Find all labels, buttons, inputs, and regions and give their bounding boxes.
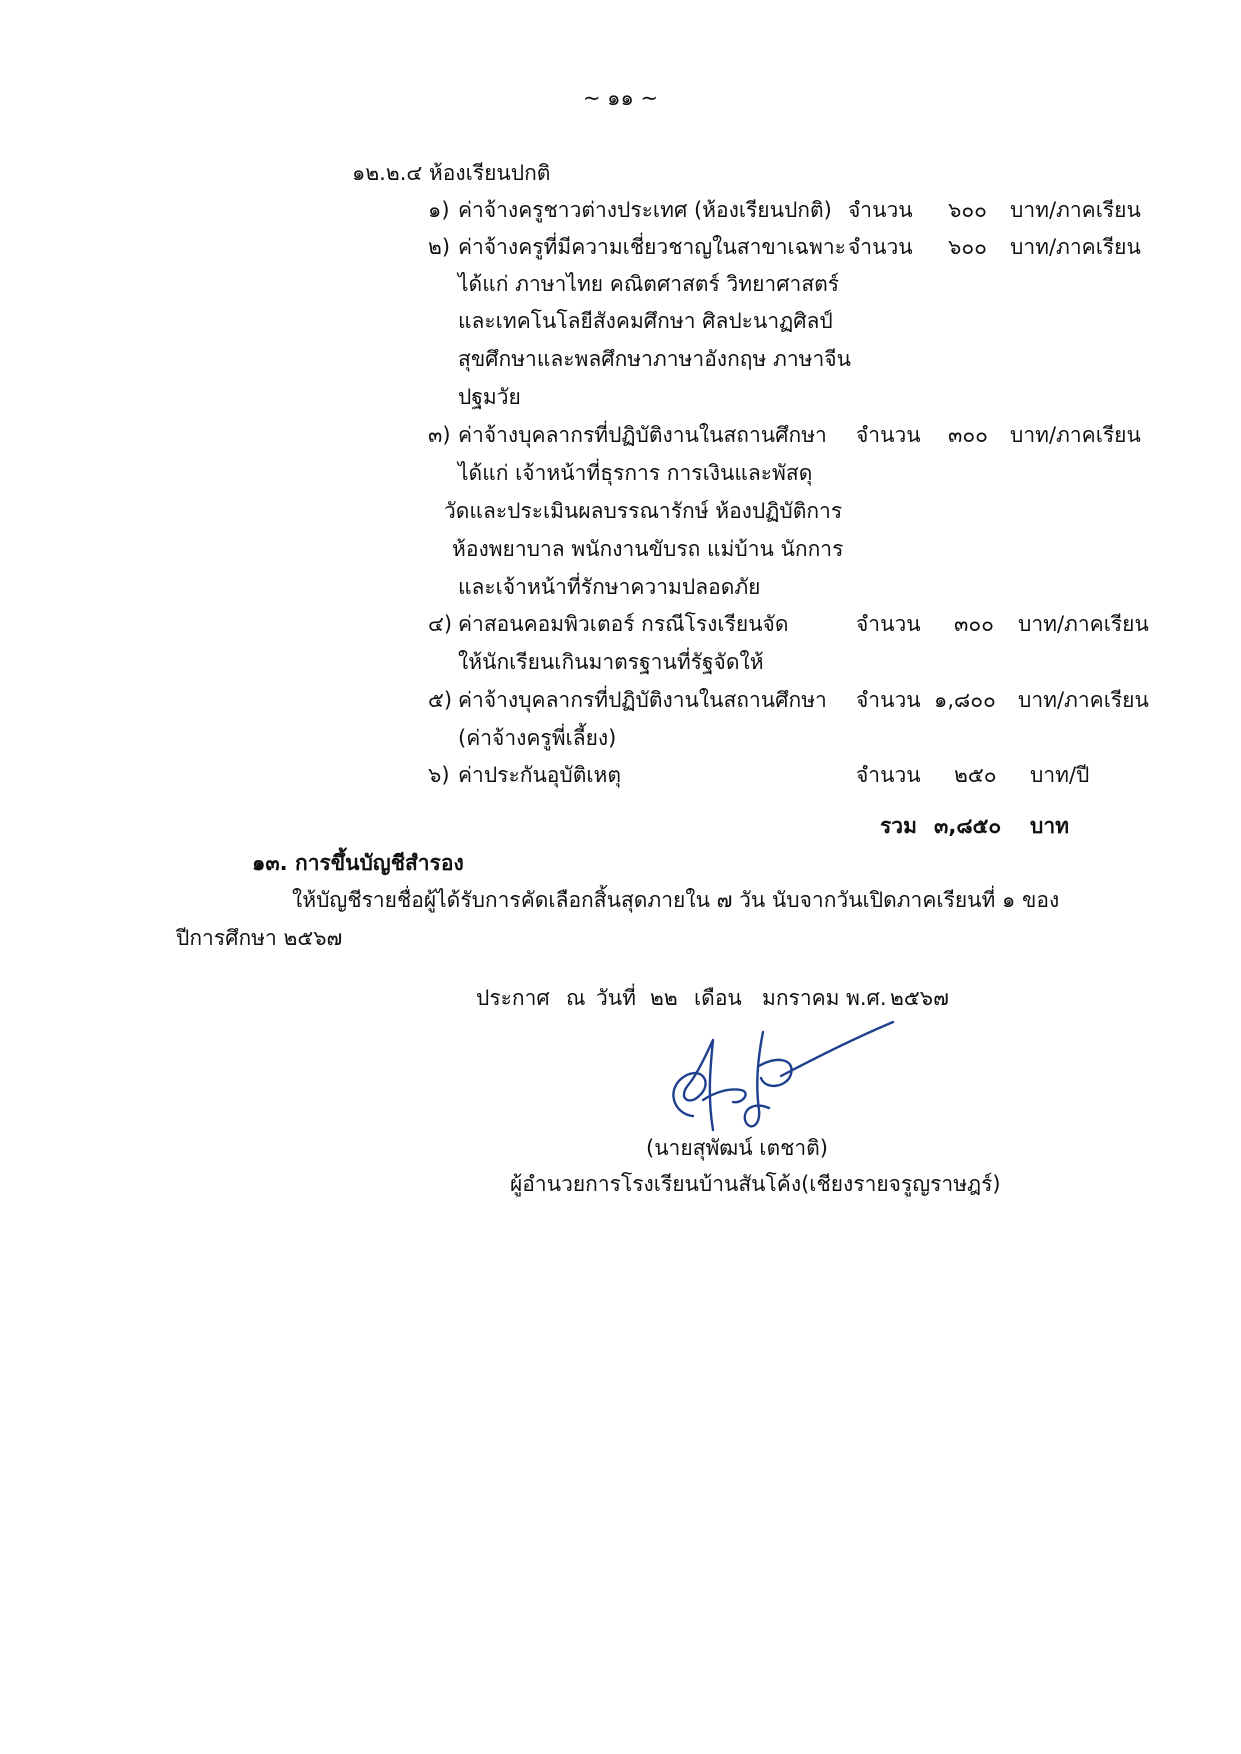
item-line: และเทคโนโลยีสังคมศึกษา ศิลปะนาฏศิลป์	[458, 309, 833, 333]
item-line: (ค่าจ้างครูพี่เลี้ยง)	[458, 726, 617, 750]
unit: บาท/ปี	[1030, 763, 1090, 787]
section-heading-12-2-4: ๑๒.๒.๔ ห้องเรียนปกติ	[352, 161, 551, 185]
unit: บาท/ภาคเรียน	[1010, 423, 1141, 447]
amount: ๒๕๐	[954, 763, 997, 787]
qty-label: จำนวน	[856, 763, 921, 787]
unit: บาท/ภาคเรียน	[1018, 612, 1149, 636]
qty-label: จำนวน	[848, 235, 913, 259]
item-line: สุขศึกษาและพลศึกษาภาษาอังกฤษ ภาษาจีน	[458, 347, 851, 371]
signatory-position: ผู้อำนวยการโรงเรียนบ้านสันโค้ง(เชียงรายจรูญราษฎร์)	[510, 1172, 1001, 1196]
month: มกราคม	[762, 986, 840, 1010]
unit: บาท/ภาคเรียน	[1018, 688, 1149, 712]
item-number: ๑)	[428, 198, 450, 222]
amount: ๖๐๐	[948, 235, 987, 259]
signature-stroke	[673, 1040, 713, 1130]
item-line: ค่าจ้างครูชาวต่างประเทศ (ห้องเรียนปกติ)	[458, 198, 832, 222]
signature-stroke	[745, 1032, 769, 1126]
item-line: ค่าสอนคอมพิวเตอร์ กรณีโรงเรียนจัด	[458, 612, 789, 636]
section-heading-13: ๑๓. การขึ้นบัญชีสำรอง	[252, 851, 464, 875]
qty-label: จำนวน	[856, 423, 921, 447]
total-amount: ๓,๘๕๐	[934, 814, 1002, 838]
qty-label: จำนวน	[848, 198, 913, 222]
item-line: ห้องพยาบาล พนักงานขับรถ แม่บ้าน นักการ	[452, 537, 844, 561]
item-number: ๔)	[428, 612, 453, 636]
item-line: ค่าจ้างบุคลากรที่ปฏิบัติงานในสถานศึกษา	[458, 423, 827, 447]
item-line: ค่าจ้างบุคลากรที่ปฏิบัติงานในสถานศึกษา	[458, 688, 827, 712]
amount: ๑,๘๐๐	[934, 688, 996, 712]
item-line: วัดและประเมินผลบรรณารักษ์ ห้องปฏิบัติการ	[444, 499, 843, 523]
paragraph-line: ปีการศึกษา ๒๕๖๗	[176, 926, 343, 950]
item-line: ให้นักเรียนเกินมาตรฐานที่รัฐจัดให้	[458, 650, 764, 674]
item-number: ๒)	[428, 235, 451, 259]
announce-at: ณ	[566, 986, 586, 1010]
qty-label: จำนวน	[856, 612, 921, 636]
item-line: ค่าประกันอุบัติเหตุ	[458, 763, 622, 787]
item-line: ปฐมวัย	[458, 385, 521, 409]
signature-stroke	[781, 1022, 893, 1076]
unit: บาท/ภาคเรียน	[1010, 235, 1141, 259]
day-label: วันที่	[596, 986, 636, 1010]
item-line: ได้แก่ เจ้าหน้าที่ธุรการ การเงินและพัสดุ	[458, 461, 813, 485]
era: พ.ศ.	[846, 986, 887, 1010]
announce-prefix: ประกาศ	[476, 986, 550, 1010]
paragraph-line: ให้บัญชีรายชื่อผู้ได้รับการคัดเลือกสิ้นสุดภายใน ๗ วัน นับจากวันเปิดภาคเรียนที่ ๑ ของ	[292, 888, 1060, 912]
qty-label: จำนวน	[856, 688, 921, 712]
total-label: รวม	[880, 814, 917, 838]
item-line: ค่าจ้างครูที่มีความเชี่ยวชาญในสาขาเฉพาะ	[458, 235, 846, 259]
unit: บาท/ภาคเรียน	[1010, 198, 1141, 222]
day: ๒๒	[650, 986, 678, 1010]
month-label: เดือน	[694, 986, 742, 1010]
signatory-name: (นายสุพัฒน์ เตชาติ)	[646, 1136, 828, 1160]
item-number: ๖)	[428, 763, 450, 787]
amount: ๓๐๐	[948, 423, 988, 447]
page-number: ~ ๑๑ ~	[582, 86, 659, 110]
item-number: ๕)	[428, 688, 453, 712]
item-line: ได้แก่ ภาษาไทย คณิตศาสตร์ วิทยาศาสตร์	[458, 272, 840, 296]
year: ๒๕๖๗	[890, 986, 949, 1010]
item-line: และเจ้าหน้าที่รักษาความปลอดภัย	[458, 575, 761, 599]
amount: ๖๐๐	[948, 198, 987, 222]
item-number: ๓)	[428, 423, 451, 447]
amount: ๓๐๐	[954, 612, 994, 636]
total-unit: บาท	[1030, 814, 1069, 838]
handwritten-signature	[655, 1018, 905, 1148]
